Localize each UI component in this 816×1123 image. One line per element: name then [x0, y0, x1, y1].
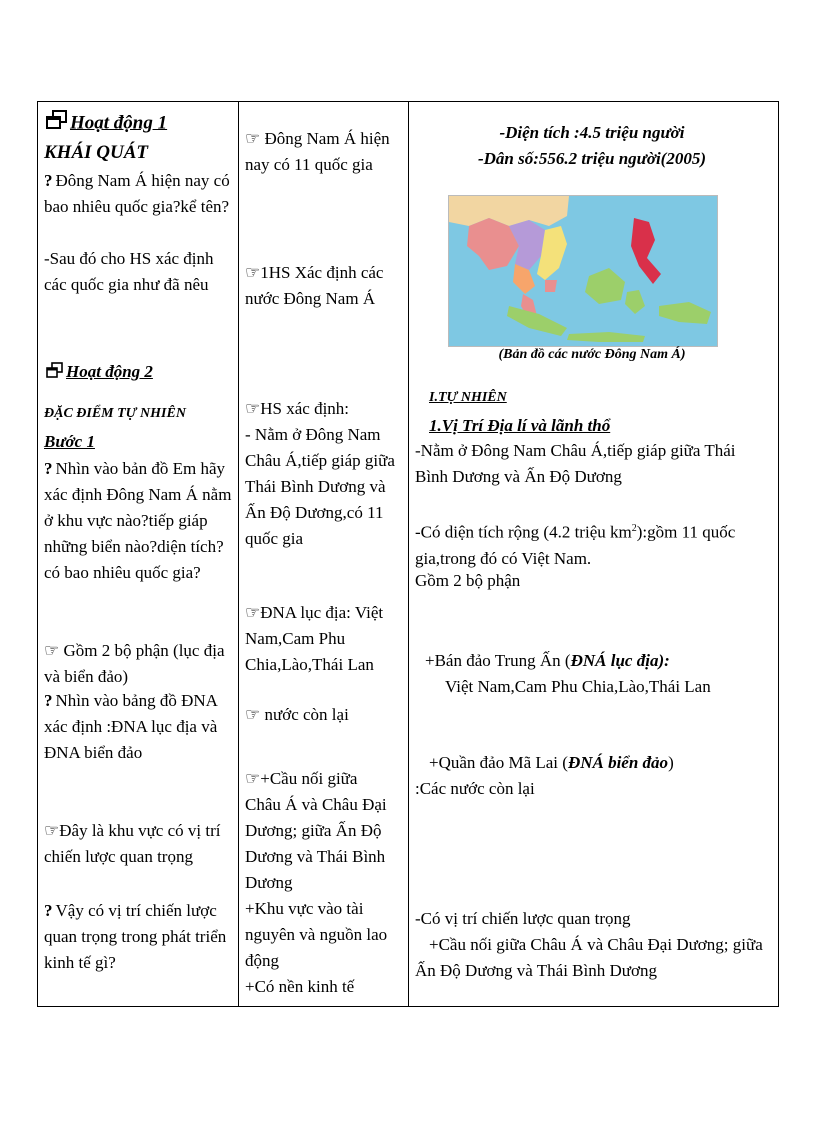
question-1: ? Đông Nam Á hiện nay có bao nhiêu quốc gia?kể tên? [44, 171, 230, 216]
activity-2-heading [46, 360, 153, 385]
hand-icon: ☞ [245, 705, 261, 724]
window-icon [46, 361, 64, 385]
paragraph-location: -Nằm ở Đông Nam Châu Á,tiếp giáp giữa Thái Bình Dương và Ấn Độ Dương [415, 441, 736, 486]
hand-icon: ☞ [245, 769, 261, 788]
question-2: ? Nhìn vào bản đồ Em hãy xác định Đông Nam Á nằm ở khu vực nào?tiếp giáp những biển nào?diện tích?có bao nhiêu quốc gia? [44, 459, 232, 582]
paragraph-bridge: +Cầu nối giữa Châu Á và Châu Đại Dương; giữa Ấn Độ Dương và Thái Bình Dương [415, 935, 763, 980]
area-line: -Diện tích :4.5 triệu người [499, 123, 685, 142]
activity-1-title: Hoạt động 1 [70, 112, 168, 134]
question-3: ? Nhìn vào bảng đồ ĐNA xác định :ĐNA lục địa và ĐNA biển đảo [44, 691, 218, 762]
answer-2: ☞Đây là khu vực có vị trí chiến lược quan trọng [44, 821, 221, 866]
activity-2-title: Hoạt động 2 [66, 362, 153, 381]
window-icon [46, 110, 68, 138]
response-8: +Có nền kinh tế [245, 977, 355, 996]
section-1-1-title: 1.Vị Trí Địa lí và lãnh thổ [429, 416, 611, 435]
pointing-hand-icon: ☞ [44, 641, 64, 660]
map-caption: (Bản đồ các nước Đông Nam Á) [498, 347, 686, 362]
answer-1: ☞ Gồm 2 bộ phận (lục địa và biển đảo) [44, 641, 225, 686]
paragraph-islands: +Quần đảo Mã Lai (ĐNÁ biển đảo) [429, 753, 674, 772]
activity-1-subtitle: KHÁI QUÁT [44, 142, 148, 163]
question-icon: ? [44, 901, 53, 920]
student-activity-column [239, 102, 409, 1006]
response-3: - Nằm ở Đông Nam Châu Á,tiếp giáp giữa Thái Bình Dương và Ấn Độ Dương,có 11 quốc gia [245, 425, 395, 548]
response-1: ☞ Đông Nam Á hiện nay có 11 quốc gia [245, 129, 390, 174]
paragraph-parts: Gồm 2 bộ phận [415, 571, 521, 590]
activity-2-subtitle: ĐẶC ĐIỂM TỰ NHIÊN [44, 406, 186, 421]
step-1-label: Bước 1 [44, 432, 95, 451]
response-6: ☞+Cầu nối giữa Châu Á và Châu Đại Dương; giữa Ấn Độ Dương và Thái Bình Dương [245, 769, 387, 892]
pointing-hand-icon: ☞ [44, 821, 60, 840]
population-line: -Dân số:556.2 triệu người(2005) [477, 149, 707, 168]
question-icon: ? [44, 171, 53, 190]
question-icon: ? [44, 691, 53, 710]
response-3-heading: ☞HS xác định: [245, 399, 350, 418]
question-1-followup: -Sau đó cho HS xác định các quốc gia như đã nêu [44, 249, 214, 294]
southeast-asia-map [448, 195, 718, 347]
hand-icon: ☞ [245, 263, 261, 282]
question-icon: ? [44, 459, 53, 478]
paragraph-island-countries: :Các nước còn lại [415, 779, 535, 798]
paragraph-strategic: -Có vị trí chiến lược quan trọng [415, 909, 631, 928]
section-1-title: I.TỰ NHIÊN [429, 390, 507, 405]
hand-icon: ☞ [245, 603, 261, 622]
hand-icon: ☞ [245, 399, 261, 418]
teacher-activity-column [38, 102, 239, 1006]
hand-icon: ☞ [245, 129, 261, 148]
paragraph-mainland: +Bán đảo Trung Ấn (ĐNÁ lục địa): [425, 651, 670, 670]
response-5: ☞ nước còn lại [245, 705, 349, 724]
lesson-table [37, 101, 779, 1007]
activity-1-heading [46, 110, 167, 138]
content-column [409, 102, 779, 1006]
response-4: ☞ĐNA lục địa: Việt Nam,Cam Phu Chia,Lào,Thái Lan [245, 603, 384, 674]
response-2: ☞1HS Xác định các nước Đông Nam Á [245, 263, 384, 308]
response-7: +Khu vực vào tài nguyên và nguồn lao động [245, 899, 388, 970]
paragraph-mainland-countries: Việt Nam,Cam Phu Chia,Lào,Thái Lan [445, 677, 711, 696]
paragraph-area: -Có diện tích rộng (4.2 triệu $km^2):gồm$ 11 quốc gia,trong đó có Việt Nam. [415, 522, 736, 568]
question-4: ? Vậy có vị trí chiến lược quan trọng trong phát triển kinh tế gì? [44, 901, 227, 972]
